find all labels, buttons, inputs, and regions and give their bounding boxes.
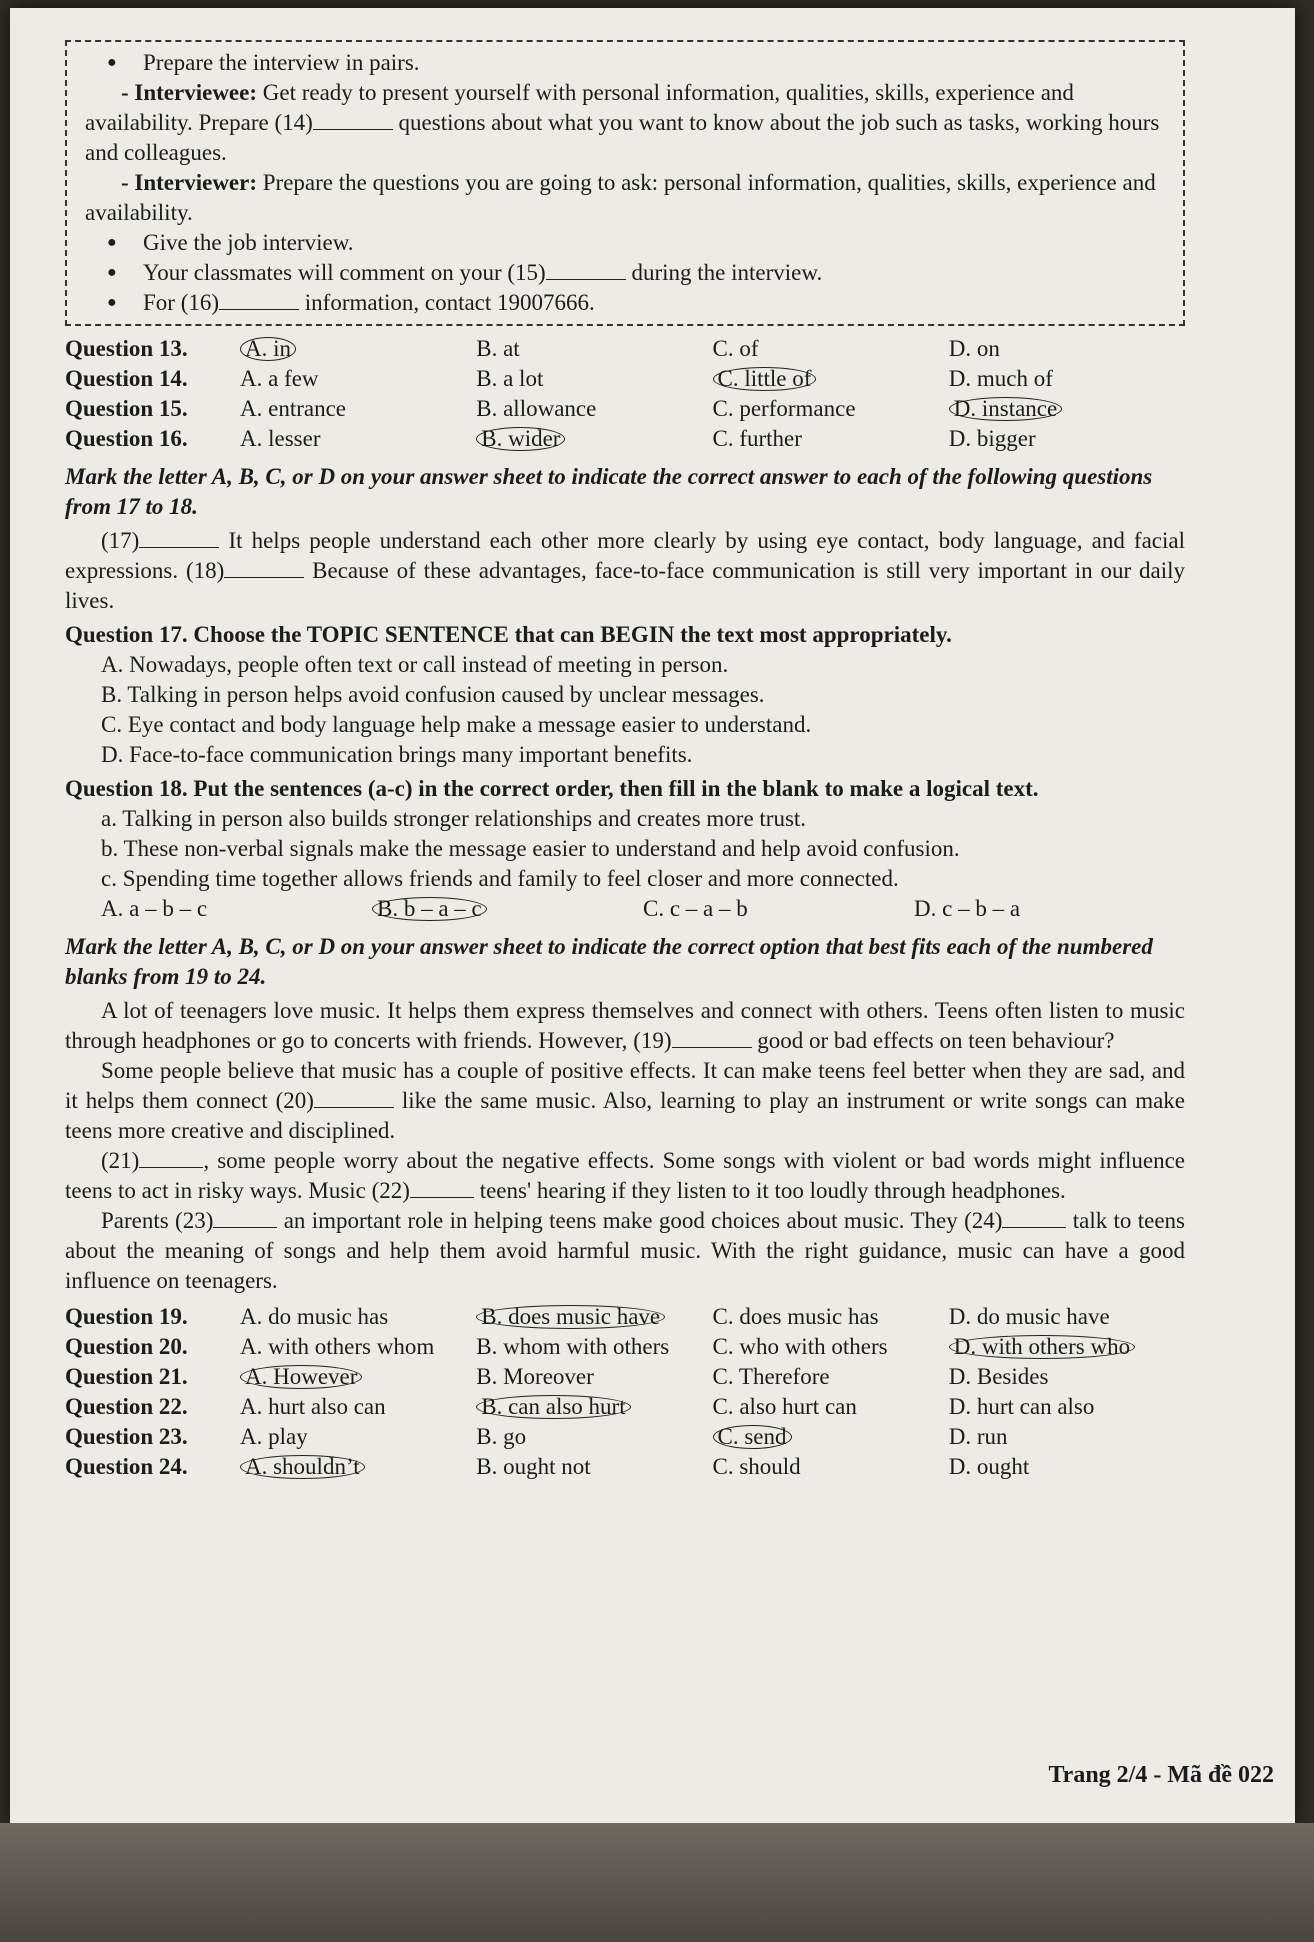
option-a[interactable]: A. play [240,1424,308,1449]
question-18-head: Question 18. Put the sentences (a-c) in the correct order, then fill in the blank to make a logical text. [65,776,1039,801]
instruction-19-24: Mark the letter A, B, C, or D on your answer sheet to indicate the correct option that best fits each of the numbered blanks from 19 to 24. [65,934,1153,989]
comment-text-b: during the interview. [631,260,823,285]
option-text: D. with others who [949,1335,1135,1359]
q17-option-c[interactable]: C. Eye contact and body language help make a message easier to understand. [101,712,812,737]
question-label: Question 21. [65,1364,188,1389]
question-label: Question 22. [65,1394,188,1419]
q18-options [65,894,1185,924]
blank-19-number: (19) [633,1028,672,1053]
question-row-15 [65,394,1185,424]
exam-content [65,40,1185,1482]
option-text: D. instance [949,397,1062,421]
p4-text-b: an important role in helping teens make good choices about music. They [283,1208,958,1233]
interviewer-text: Prepare the questions you are going to ask: personal information, qualities, skills, experience and availability. [85,170,1156,225]
question-row-16 [65,424,1185,454]
option-c[interactable]: C. c – a – b [643,896,748,921]
answers-19-24 [65,1302,1185,1482]
option-c[interactable]: C. Therefore [712,1364,830,1389]
question-row-19 [65,1302,1185,1332]
bullet-comment [85,258,1165,288]
option-d[interactable]: D. Besides [948,1364,1049,1389]
interviewer-label: - Interviewer: [121,170,258,195]
question-label: Question 14. [65,366,188,391]
bullet-prepare: ● Prepare the interview in pairs. [85,48,1165,78]
blank-14-number: (14) [274,110,313,135]
option-c[interactable]: C. of [712,336,759,361]
option-b[interactable]: B. go [476,1424,527,1449]
option-text: B. does music have [476,1305,665,1329]
question-row-23 [65,1422,1185,1452]
option-d[interactable]: D. ought [948,1454,1030,1479]
task-box [65,40,1185,326]
question-row-24 [65,1452,1185,1482]
option-c[interactable]: C. also hurt can [712,1394,857,1419]
question-label: Question 16. [65,426,188,451]
p4-text-a: Parents [101,1208,169,1233]
option-b[interactable]: B. at [476,336,520,361]
option-a[interactable]: A. lesser [240,426,321,451]
p1-text-b: good or bad effects on teen behaviour? [757,1028,1115,1053]
question-row-14 [65,364,1185,394]
passage-paragraph-1 [65,996,1185,1056]
blank-20 [314,1087,394,1108]
answers-13-16 [65,334,1185,454]
page-footer: Trang 2/4 - Mã đề 022 [1048,1762,1274,1788]
passage-paragraph-4 [65,1206,1185,1296]
blank-16-number: (16) [180,290,220,315]
option-d[interactable]: D. hurt can also [948,1394,1095,1419]
option-c[interactable]: C. who with others [712,1334,888,1359]
option-b[interactable]: B. allowance [476,396,597,421]
p2-text-b: like the same music. Also, learning to play an instrument or write songs can make teens more creative and disciplined. [65,1088,1186,1143]
table-surface [0,1823,1314,1942]
option-b[interactable]: B. whom with others [476,1334,670,1359]
option-c[interactable] [713,364,949,394]
passage-paragraph-3 [65,1146,1185,1206]
option-text: A. However [240,1365,362,1389]
option-b[interactable] [476,1302,712,1332]
question-label: Question 15. [65,396,188,421]
blank-24-number: (24) [964,1208,1003,1233]
p4-text-c: talk to teens about the meaning of songs and help them avoid harmful music. With the right guidance, music can have a good influence on teenagers. [65,1208,1186,1293]
option-a[interactable]: A. a few [240,366,319,391]
interviewee-label: - Interviewee: [121,80,258,105]
passage-paragraph-2 [65,1056,1185,1146]
question-label: Question 13. [65,336,188,361]
option-b[interactable]: B. ought not [476,1454,591,1479]
option-text: B. can also hurt [476,1395,630,1419]
blank-22 [410,1177,474,1198]
blank-15 [546,259,626,280]
blank-24 [1002,1207,1066,1228]
blank-19 [672,1027,752,1048]
option-a[interactable]: A. a – b – c [101,896,208,921]
bullet-give-interview: ● Give the job interview. [85,228,1165,258]
option-text: A. shouldn’t [240,1455,365,1479]
blank-20-number: (20) [275,1088,314,1113]
option-b[interactable] [476,424,712,454]
option-text: C. send [713,1425,792,1449]
option-a[interactable] [240,1452,476,1482]
option-a[interactable] [240,334,476,364]
option-b[interactable]: B. Moreover [476,1364,594,1389]
interviewee-text: Get ready to present yourself with personal information, qualities, skills, experience and availability. Prepare [85,80,1074,135]
option-b[interactable]: B. a lot [476,366,544,391]
option-d[interactable]: D. run [948,1424,1008,1449]
question-label: Question 20. [65,1334,188,1359]
blank-17-number: (17) [101,528,140,553]
q17-option-a[interactable]: A. Nowadays, people often text or call instead of meeting in person. [101,652,729,677]
blank-21-number: (21) [101,1148,140,1173]
option-d[interactable]: D. much of [948,366,1053,391]
option-a[interactable]: A. do music has [240,1304,389,1329]
q17-option-b[interactable]: B. Talking in person helps avoid confusion caused by unclear messages. [101,682,765,707]
passage-17-18 [65,526,1185,616]
option-d[interactable] [949,394,1185,424]
option-c[interactable]: C. does music has [712,1304,879,1329]
option-text: C. little of [713,367,817,391]
blank-23 [213,1207,277,1228]
interviewee-tail: questions about what you want to know about the job such as tasks, working hours and colleagues. [85,110,1160,165]
p1-text-a: A lot of teenagers love music. It helps them express themselves and connect with others. Teens often listen to music through headphones or go to concerts with friends. However, [65,998,1185,1053]
option-a[interactable] [240,1362,476,1392]
option-a[interactable]: A. entrance [240,396,346,421]
blank-21 [139,1147,203,1168]
option-c[interactable]: C. should [712,1454,801,1479]
question-17-head: Question 17. Choose the TOPIC SENTENCE that can BEGIN the text most appropriately. [65,622,952,647]
q17-option-d[interactable]: D. Face-to-face communication brings many important benefits. [101,742,693,767]
option-text: A. in [240,337,296,361]
passage-text-1: It helps people understand each other more clearly by using eye contact, body language, and facial expressions. [65,528,1186,583]
interviewee-paragraph [85,78,1165,168]
question-label: Question 24. [65,1454,188,1479]
option-b[interactable] [372,894,643,924]
option-c[interactable] [713,1422,949,1452]
blank-16 [219,289,299,310]
q18-sentence-a: a. Talking in person also builds stronger relationships and creates more trust. [101,806,807,831]
option-d[interactable]: D. c – b – a [914,896,1021,921]
interviewer-paragraph [85,168,1165,228]
blank-23-number: (23) [175,1208,214,1233]
contact-text-b: information, contact 19007666. [304,290,595,315]
question-row-20 [65,1332,1185,1362]
blank-22-number: (22) [371,1178,410,1203]
comment-text-a: Your classmates will comment on your [143,260,502,285]
instruction-17-18: Mark the letter A, B, C, or D on your answer sheet to indicate the correct answer to each of the following questions from 17 to 18. [65,464,1153,519]
option-text: B. wider [476,427,565,451]
option-d[interactable]: D. bigger [948,426,1036,451]
p3-text-b: teens' hearing if they listen to it too loudly through headphones. [479,1178,1066,1203]
option-a[interactable]: A. hurt also can [240,1394,386,1419]
blank-15-number: (15) [507,260,546,285]
option-a[interactable]: A. with others whom [240,1334,435,1359]
option-d[interactable]: D. do music have [948,1304,1110,1329]
question-row-22 [65,1392,1185,1422]
p2-text-a: Some people believe that music has a couple of positive effects. It can make teens feel better when they are sad, and it helps them connect [65,1058,1185,1113]
passage-text-2: Because of these advantages, face-to-face communication is still very important in our daily lives. [65,558,1186,613]
option-d[interactable]: D. on [948,336,1000,361]
question-row-21 [65,1362,1185,1392]
question-row-13 [65,334,1185,364]
p3-text-a: , some people worry about the negative effects. Some songs with violent or bad words might influence teens to act in risky ways. Music [65,1148,1185,1203]
option-c[interactable]: C. further [712,426,802,451]
blank-18 [224,557,304,578]
question-label: Question 19. [65,1304,188,1329]
option-c[interactable]: C. performance [712,396,856,421]
q18-sentence-b: b. These non-verbal signals make the message easier to understand and help avoid confusion. [101,836,960,861]
option-text: B. b – a – c [372,897,487,921]
bullet-contact [85,288,1165,318]
q18-sentence-c: c. Spending time together allows friends and family to feel closer and more connected. [101,866,899,891]
blank-18-number: (18) [185,558,225,583]
contact-text-a: For [143,290,175,315]
blank-17 [139,527,219,548]
option-b[interactable] [476,1392,712,1422]
blank-14 [313,109,393,130]
question-label: Question 23. [65,1424,188,1449]
option-d[interactable] [949,1332,1185,1362]
